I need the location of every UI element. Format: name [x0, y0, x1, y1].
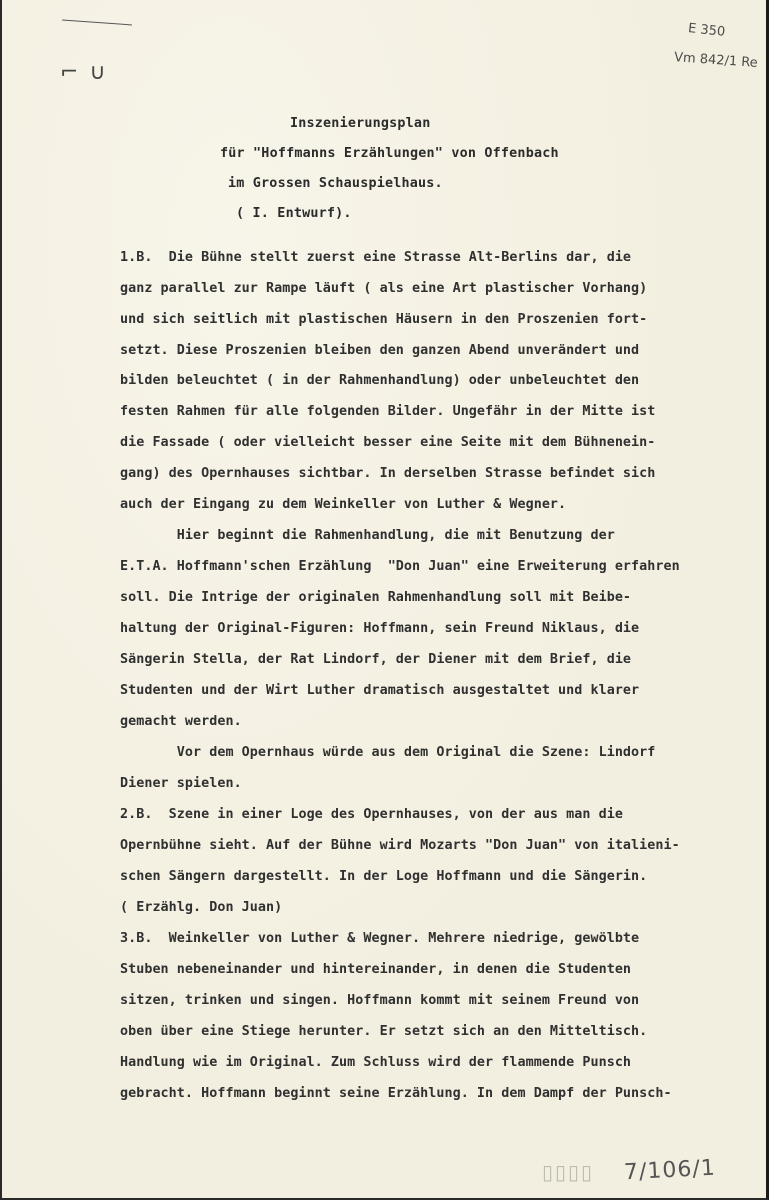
body-line: Hier beginnt die Rahmenhandlung, die mit Benutzung der: [120, 528, 615, 543]
body-line: soll. Die Intrige der originalen Rahmenhandlung soll mit Beibe-: [120, 590, 632, 605]
body-line: 1.B. Die Bühne stellt zuerst eine Strasse Alt-Berlins dar, die: [120, 250, 632, 265]
body-line: Diener spielen.: [120, 776, 242, 791]
body-line: E.T.A. Hoffmann'schen Erzählung "Don Juan" eine Erweiterung erfahren: [120, 559, 680, 574]
body-line: 2.B. Szene in einer Loge des Opernhauses, von der aus man die: [120, 807, 623, 822]
body-line: Studenten und der Wirt Luther dramatisch ausgestaltet und klarer: [120, 683, 640, 698]
document-title: Inszenierungsplan: [290, 116, 431, 131]
body-line: 3.B. Weinkeller von Luther & Wegner. Mehrere niedrige, gewölbte: [120, 931, 640, 946]
body-line: sitzen, trinken und singen. Hoffmann kommt mit seinem Freund von: [120, 993, 640, 1008]
body-line: haltung der Original-Figuren: Hoffmann, sein Freund Niklaus, die: [120, 621, 640, 636]
body-line: Vor dem Opernhaus würde aus dem Original die Szene: Lindorf: [120, 745, 656, 760]
body-line: bilden beleuchtet ( in der Rahmenhandlung) oder unbeleuchtet den: [120, 373, 640, 388]
body-line: auch der Eingang zu dem Weinkeller von Luther & Wegner.: [120, 497, 567, 512]
handwritten-margin-glyph-icon: ⌐ ∪: [60, 60, 108, 85]
pencil-stroke-mark: [62, 20, 132, 27]
body-line: gang) des Opernhauses sichtbar. In derselben Strasse befindet sich: [120, 466, 656, 481]
body-line: gebracht. Hoffmann beginnt seine Erzählung. In dem Dampf der Punsch-: [120, 1086, 672, 1101]
body-line: die Fassade ( oder vielleicht besser eine Seite mit dem Bühnenein-: [120, 435, 656, 450]
faded-archive-stamp-icon: ▯▯▯▯: [542, 1160, 595, 1184]
body-line: ganz parallel zur Rampe läuft ( als eine Art plastischer Vorhang): [120, 281, 648, 296]
document-subtitle: für "Hoffmanns Erzählungen" von Offenbach: [220, 146, 559, 161]
body-line: und sich seitlich mit plastischen Häusern in den Proszenien fort-: [120, 312, 648, 327]
body-line: setzt. Diese Proszenien bleiben den ganzen Abend unverändert und: [120, 343, 640, 358]
body-line: oben über eine Stiege herunter. Er setzt sich an den Mitteltisch.: [120, 1024, 648, 1039]
body-line: Stuben nebeneinander und hintereinander, in denen die Studenten: [120, 962, 632, 977]
document-venue: im Grossen Schauspielhaus.: [228, 176, 443, 191]
body-line: Sängerin Stella, der Rat Lindorf, der Diener mit dem Brief, die: [120, 652, 632, 667]
folio-number: 7/106/1: [623, 1155, 717, 1186]
body-line: gemacht werden.: [120, 714, 242, 729]
body-line: Opernbühne sieht. Auf der Bühne wird Mozarts "Don Juan" von italieni-: [120, 838, 680, 853]
body-line: festen Rahmen für alle folgenden Bilder. Ungefähr in der Mitte ist: [120, 404, 656, 419]
body-line: Handlung wie im Original. Zum Schluss wird der flammende Punsch: [120, 1055, 632, 1070]
archive-note-reference: Vm 842/1 Re: [673, 50, 759, 71]
body-line: ( Erzählg. Don Juan): [120, 900, 283, 915]
document-draft-label: ( I. Entwurf).: [236, 206, 352, 221]
body-line: schen Sängern dargestellt. In der Loge Hoffmann und die Sängerin.: [120, 869, 648, 884]
archive-note-e350: E 350: [687, 21, 726, 40]
